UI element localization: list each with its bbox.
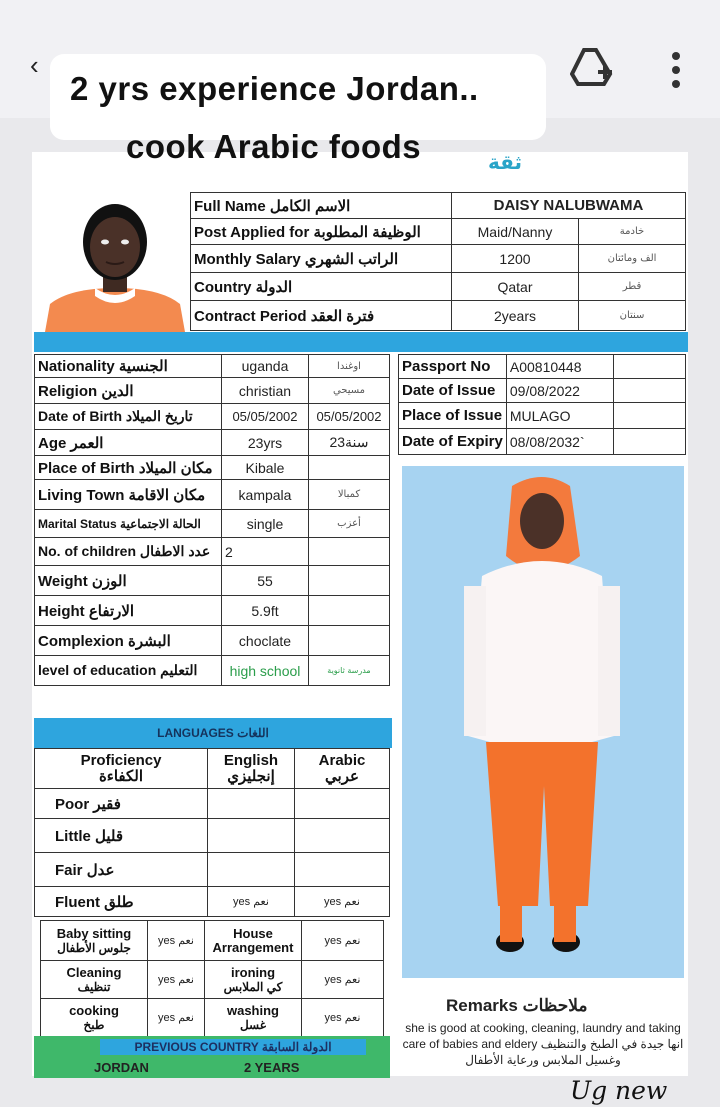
birthplace-value: Kibale (222, 456, 309, 480)
living-town-arabic: كمبالا (309, 480, 390, 510)
skill-cooking-ar: طبخ (83, 1017, 105, 1032)
level-fluent: Fluent طلق (35, 887, 208, 917)
previous-country-years: 2 YEARS (244, 1060, 300, 1075)
previous-country-name: JORDAN (94, 1060, 149, 1075)
arabic-header-en: Arabic (318, 751, 366, 769)
children-label: No. of children عدد الاطفال (35, 538, 222, 566)
country-value: Qatar (452, 273, 579, 301)
full-name-label: Full Name الاسم الكامل (191, 193, 452, 219)
level-little-arabic (295, 819, 390, 853)
marital-value: single (222, 510, 309, 538)
height-label: Height الارتفاع (35, 596, 222, 626)
religion-label: Religion الدين (35, 378, 222, 404)
brand-arabic: ثقة (488, 150, 523, 174)
nationality-arabic: اوغندا (309, 355, 390, 378)
passport-no-label: Passport No (399, 355, 507, 379)
back-arrow-icon[interactable]: ‹ (30, 50, 39, 80)
section-divider-bar (34, 332, 688, 352)
portrait-photo (40, 192, 190, 332)
arabic-header (295, 749, 390, 789)
skill-baby-sitting-en: Baby sitting (56, 925, 132, 941)
skill-washing-ar: غسل (239, 1017, 267, 1032)
full-name-value: DAISY NALUBWAMA (452, 193, 686, 219)
height-value: 5.9ft (222, 596, 309, 626)
remarks-text: she is good at cooking, cleaning, laundry and taking care of babies and eldery انها جيدة في الطبخ والتنظيف وغسيل الملابس ورعاية الأطفال (402, 1021, 684, 1067)
english-header-ar: إنجليزي (227, 767, 275, 785)
complexion-value: choclate (222, 626, 309, 656)
skill-ironing-en: ironing (230, 964, 276, 980)
skill-washing (205, 999, 302, 1037)
level-fluent-english: yes نعم (208, 887, 295, 917)
issue-date-value: 09/08/2022 (506, 379, 613, 403)
skill-cleaning (41, 961, 148, 999)
skills-table (40, 920, 384, 1037)
expiry-date-value: 08/08/2032` (506, 429, 613, 455)
watermark-text: Ug new (570, 1076, 668, 1105)
weight-value: 55 (222, 566, 309, 596)
education-arabic: مدرسة ثانوية (309, 656, 390, 686)
personal-info-table (34, 354, 390, 686)
nationality-label: Nationality الجنسية (35, 355, 222, 378)
skill-cooking-value: yes نعم (148, 999, 205, 1037)
skill-ironing-value: yes نعم (302, 961, 384, 999)
expiry-date-label: Date of Expiry (399, 429, 507, 455)
age-value: 23yrs (222, 430, 309, 456)
religion-value: christian (222, 378, 309, 404)
living-town-label: Living Town مكان الاقامة (35, 480, 222, 510)
post-arabic: خادمة (579, 219, 686, 245)
dob-value: 05/05/2002 (222, 404, 309, 430)
education-value: high school (222, 656, 309, 686)
languages-table (34, 748, 390, 917)
marital-arabic: أعزب (309, 510, 390, 538)
previous-country-section (34, 1036, 390, 1078)
children-arabic (309, 538, 390, 566)
header-table (190, 192, 686, 331)
full-body-photo (402, 466, 684, 978)
skill-baby-sitting (41, 921, 148, 961)
religion-arabic: مسيحي (309, 378, 390, 404)
english-header (208, 749, 295, 789)
issue-place-value: MULAGO (506, 403, 613, 429)
level-fair-english (208, 853, 295, 887)
issue-place-label: Place of Issue (399, 403, 507, 429)
age-label: Age العمر (35, 430, 222, 456)
skill-washing-value: yes نعم (302, 999, 384, 1037)
living-town-value: kampala (222, 480, 309, 510)
level-poor: Poor فقير (35, 789, 208, 819)
proficiency-header (35, 749, 208, 789)
skill-house-arrangement-value: yes نعم (302, 921, 384, 961)
salary-arabic: الف ومائتان (579, 245, 686, 273)
skill-house-arrangement (205, 921, 302, 961)
weight-arabic (309, 566, 390, 596)
contract-label: Contract Period فترة العقد (191, 301, 452, 331)
passport-no-value: A00810448 (506, 355, 613, 379)
dob-arabic: 05/05/2002 (309, 404, 390, 430)
skill-baby-sitting-ar: جلوس الأطفال (57, 940, 131, 955)
proficiency-header-ar: الكفاءة (98, 767, 144, 785)
age-arabic: 23سنة (309, 430, 390, 456)
salary-label: Monthly Salary الراتب الشهري (191, 245, 452, 273)
skill-cleaning-en: Cleaning (66, 964, 122, 980)
remarks-title: Remarks ملاحظات (446, 996, 588, 1015)
level-little-english (208, 819, 295, 853)
level-little: Little قليل (35, 819, 208, 853)
passport-table (398, 354, 686, 455)
skill-baby-sitting-value: yes نعم (148, 921, 205, 961)
nationality-value: uganda (222, 355, 309, 378)
languages-heading: LANGUAGES اللغات (34, 718, 392, 748)
skill-ironing-ar: كي الملابس (223, 979, 283, 994)
dob-label: Date of Birth تاريخ الميلاد (35, 404, 222, 430)
level-fair-arabic (295, 853, 390, 887)
arabic-header-ar: عربي (325, 767, 359, 785)
level-fluent-arabic: yes نعم (295, 887, 390, 917)
skill-cleaning-ar: تنظيف (77, 979, 111, 994)
marital-label: Marital Status الحالة الاجتماعية (35, 510, 222, 538)
complexion-arabic (309, 626, 390, 656)
salary-value: 1200 (452, 245, 579, 273)
post-label: Post Applied for الوظيفة المطلوبة (191, 219, 452, 245)
skill-cooking (41, 999, 148, 1037)
contract-arabic: سنتان (579, 301, 686, 331)
level-fair: Fair عدل (35, 853, 208, 887)
contract-value: 2years (452, 301, 579, 331)
country-label: Country الدولة (191, 273, 452, 301)
skill-cleaning-value: yes نعم (148, 961, 205, 999)
skill-house-en: House (233, 925, 273, 941)
education-label: level of education التعليم (35, 656, 222, 686)
skill-arrangement-en: Arrangement (212, 939, 294, 955)
previous-country-row (34, 1058, 390, 1078)
post-value: Maid/Nanny (452, 219, 579, 245)
caption-line-2: cook Arabic foods (126, 128, 422, 165)
birthplace-arabic (309, 456, 390, 480)
issue-date-label: Date of Issue (399, 379, 507, 403)
weight-label: Weight الوزن (35, 566, 222, 596)
birthplace-label: Place of Birth مكان الميلاد (35, 456, 222, 480)
proficiency-header-en: Proficiency (80, 751, 162, 769)
caption-line-1: 2 yrs experience Jordan.. (70, 70, 479, 107)
previous-country-title: PREVIOUS COUNTRY الدولة السابقة (100, 1039, 366, 1055)
level-poor-arabic (295, 789, 390, 819)
complexion-label: Complexion البشرة (35, 626, 222, 656)
skill-cooking-en: cooking (69, 1002, 119, 1018)
english-header-en: English (223, 751, 279, 769)
skill-ironing (205, 961, 302, 999)
children-value: 2 (222, 538, 309, 566)
country-arabic: قطر (579, 273, 686, 301)
add-to-drive-icon[interactable] (570, 48, 614, 88)
level-poor-english (208, 789, 295, 819)
more-options-icon[interactable] (664, 48, 688, 92)
skill-washing-en: washing (226, 1002, 279, 1018)
height-arabic (309, 596, 390, 626)
